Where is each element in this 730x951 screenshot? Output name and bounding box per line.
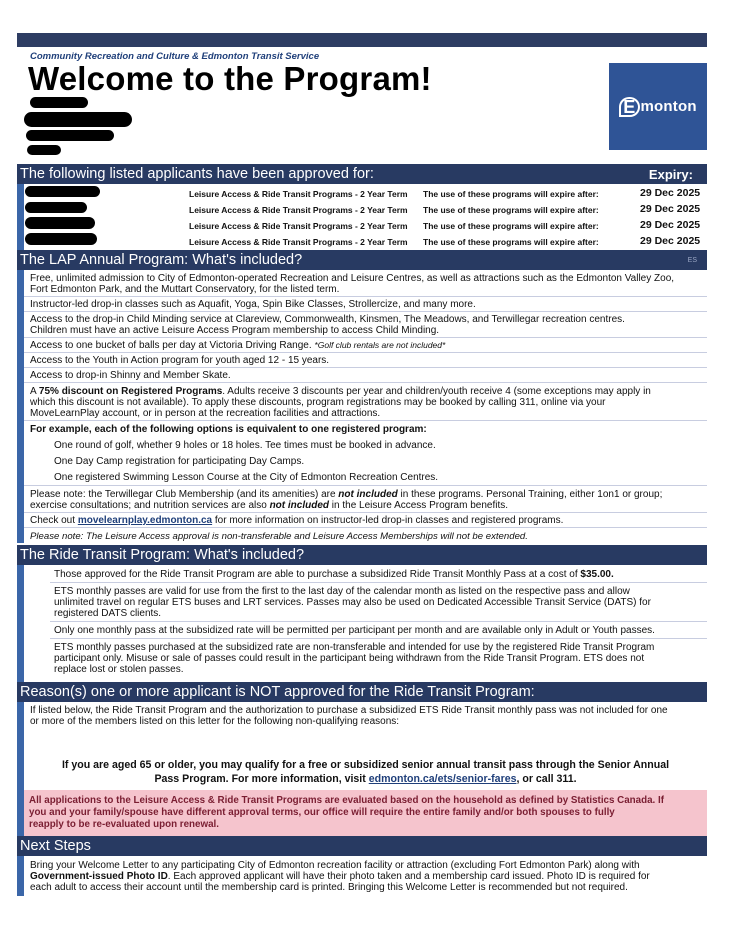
divider — [50, 638, 707, 639]
photo-id-bold: Government-issued Photo ID — [30, 871, 168, 882]
ride-item-validity: ETS monthly passes are valid for use from the first to the last day of the calendar month as listed on the respective pass and allow — [54, 586, 630, 597]
next-steps-heading: Next Steps — [20, 838, 91, 854]
redacted-address-line — [27, 145, 61, 155]
lap-item-youth: Access to the Youth in Action program for youth aged 12 - 15 years. — [30, 355, 330, 366]
lap-sidebar — [17, 270, 24, 543]
next-steps-header — [17, 836, 707, 856]
driving-range-text: Access to one bucket of balls per day at Victoria Driving Range. — [30, 340, 312, 351]
next-step-line-3: each adult to access their account until the membership card is printed. Bringing this Welcome Letter is recommended but not required. — [30, 882, 628, 893]
household-notice — [24, 790, 707, 836]
check-out-post: for more information on instructor-led drop-in classes and registered programs. — [212, 515, 564, 526]
senior-pass-notice — [24, 758, 707, 786]
edmonton-logo — [609, 63, 707, 150]
note-pre: exercise consultations; and nutrition services are also — [30, 500, 270, 511]
ride-cost-amount: $35.00. — [580, 569, 614, 580]
approval-row — [17, 218, 707, 234]
lap-item-shinny: Access to drop-in Shinny and Member Skate. — [30, 370, 231, 381]
divider — [24, 485, 707, 486]
next-step-line-2 — [30, 871, 650, 883]
redacted-applicant-name — [25, 233, 97, 245]
approval-expiry-date: 29 Dec 2025 — [640, 235, 701, 247]
divider — [24, 337, 707, 338]
redacted-applicant-name — [25, 217, 95, 229]
divider — [50, 621, 707, 622]
approval-note: The use of these programs will expire after: — [423, 221, 599, 231]
ride-item-validity-cont: unlimited travel on regular ETS buses and LRT services. Passes may also be used on Dedicated Accessible Transit Service (DATS) for — [54, 597, 651, 608]
household-notice-text — [29, 795, 664, 831]
divider — [24, 311, 707, 312]
divider — [50, 582, 707, 583]
approval-row — [17, 234, 707, 250]
example-swimming: One registered Swimming Lesson Course at the City of Edmonton Recreation Centres. — [54, 472, 439, 483]
redacted-name — [30, 97, 88, 108]
approval-program: Leisure Access & Ride Transit Programs - 2 Year Term — [189, 205, 408, 215]
top-banner-bar — [17, 33, 707, 47]
page-subtitle: Community Recreation and Culture & Edmonton Transit Service — [30, 51, 320, 62]
approval-row — [17, 202, 707, 218]
lap-note-exercise — [30, 500, 508, 512]
redacted-applicant-name — [25, 186, 100, 197]
lap-item-discount-cont: which this discount is not available). To apply these discounts, program registrations may be booked by calling 311, online via your — [30, 397, 606, 408]
household-line-2: you and your family/spouse have different approval terms, our office will require the entire family and/or both spouses to fully — [29, 807, 615, 818]
golf-rental-note: *Golf club rentals are not included* — [314, 340, 446, 350]
lap-item-child-minding: Access to the drop-in Child Minding service at Clareview, Commonwealth, Kinsmen, The Meadows, and Terwillegar recreation centres. — [30, 314, 625, 325]
not-approved-section-header — [17, 682, 707, 702]
lap-section-header — [17, 250, 707, 270]
senior-pre: Pass Program. For more information, visit — [154, 773, 369, 785]
ride-item-transfer-cont2: replace lost or stolen passes. — [54, 664, 184, 675]
divider — [24, 296, 707, 297]
senior-fares-link[interactable]: edmonton.ca/ets/senior-fares — [368, 773, 517, 785]
not-approved-text-cont: or more of the members listed on this letter for the following non-qualifying reasons: — [30, 716, 400, 727]
lap-item-child-minding-cont: Children must have an active Leisure Access Program membership to access Child Minding. — [30, 325, 440, 336]
check-out-pre: Check out — [30, 515, 78, 526]
divider — [24, 527, 707, 528]
next-step-line-1: Bring your Welcome Letter to any participating City of Edmonton recreation facility or attraction (excluding Fort Edmonton Park) along with — [30, 860, 640, 871]
approved-section-header — [17, 164, 707, 184]
note-post: in the Leisure Access Program benefits. — [329, 500, 509, 511]
approval-expiry-date: 29 Dec 2025 — [640, 203, 701, 215]
senior-line-1: If you are aged 65 or older, you may qualify for a free or subsidized senior annual transit pass through the Senior Annual — [61, 759, 670, 771]
expiry-label: Expiry: — [648, 166, 693, 182]
next-steps-sidebar — [17, 856, 24, 896]
note-pre: Please note: the Terwillegar Club Membership (and its amenities) are — [30, 489, 339, 500]
not-approved-text: If listed below, the Ride Transit Program and the authorization to purchase a subsidized ETS Ride Transit monthly pass was not included for one — [30, 705, 668, 716]
redacted-applicant-name — [25, 202, 87, 213]
example-day-camp: One Day Camp registration for participating Day Camps. — [54, 456, 305, 467]
approved-heading: The following listed applicants have been approved for: — [20, 166, 374, 182]
lap-heading: The LAP Annual Program: What's included? — [20, 252, 303, 268]
divider — [24, 420, 707, 421]
ride-item-cost — [54, 569, 614, 581]
approval-note: The use of these programs will expire after: — [423, 237, 599, 247]
discount-bold: 75% discount on Registered Programs — [38, 386, 223, 397]
lap-item-discount-cont2: MoveLearnPlay account, or in person at the recreation facilities and attractions. — [30, 408, 381, 419]
note-post: in these programs. Personal Training, either 1on1 or group; — [397, 489, 663, 500]
movelearnplay-link[interactable]: movelearnplay.edmonton.ca — [77, 515, 213, 526]
discount-post: . Adults receive 3 discounts per year and children/youth receive 4 (some exceptions may apply in — [222, 386, 651, 397]
ride-heading: The Ride Transit Program: What's included? — [20, 547, 305, 563]
next-step-post: . Each approved applicant will have their photo taken and a membership card issued. Photo ID is required for — [167, 871, 650, 882]
edmonton-logo-mark: E — [619, 97, 639, 117]
approval-row — [17, 186, 707, 202]
lap-check-out — [30, 515, 563, 527]
redacted-address-line — [26, 130, 114, 141]
lap-tag: ES — [687, 256, 697, 264]
approval-program: Leisure Access & Ride Transit Programs - 2 Year Term — [189, 237, 408, 247]
approval-expiry-date: 29 Dec 2025 — [640, 187, 701, 199]
ride-section-header — [17, 545, 707, 565]
ride-cost-pre: Those approved for the Ride Transit Program are able to purchase a subsidized Ride Transit Monthly Pass at a cost of — [54, 569, 581, 580]
lap-item-admission: Free, unlimited admission to City of Edmonton-operated Recreation and Leisure Centres, as well as attractions such as the Edmonton Valley Zoo, — [30, 273, 675, 284]
ride-item-validity-cont2: registered DATS clients. — [54, 608, 162, 619]
divider — [24, 367, 707, 368]
redacted-address-line — [24, 112, 132, 127]
note-bold: not included — [338, 489, 398, 500]
lap-item-discount — [30, 386, 651, 398]
senior-post: , or call 311. — [516, 773, 577, 785]
ride-sidebar — [17, 565, 24, 682]
senior-line-2 — [24, 772, 707, 786]
divider — [24, 382, 707, 383]
lap-final-note: Please note: The Leisure Access approval is non-transferable and Leisure Access Memberships will not be extended. — [30, 531, 528, 542]
approval-expiry-date: 29 Dec 2025 — [640, 219, 701, 231]
not-approved-sidebar — [17, 702, 24, 836]
edmonton-logo-text: monton — [640, 98, 697, 115]
ride-item-one-pass: Only one monthly pass at the subsidized rate will be permitted per participant per month and are available only in Adult or Youth passes. — [54, 625, 655, 636]
note-bold: not included — [269, 500, 330, 511]
ride-item-transfer: ETS monthly passes purchased at the subsidized rate are non-transferable and intended for use by the registered Ride Transit Program — [54, 642, 655, 653]
approval-note: The use of these programs will expire after: — [423, 189, 599, 199]
example-heading: For example, each of the following options is equivalent to one registered program: — [30, 424, 427, 435]
lap-item-classes: Instructor-led drop-in classes such as Aquafit, Yoga, Spin Bike Classes, Strollercize, and many more. — [30, 299, 476, 310]
household-line-3: reapply to be re-evaluated upon renewal. — [29, 819, 220, 830]
lap-item-admission-cont: Fort Edmonton Park, and the Muttart Conservatory, for the listed term. — [30, 284, 340, 295]
approval-note: The use of these programs will expire after: — [423, 205, 599, 215]
ride-item-transfer-cont: participant only. Misuse or sale of passes could result in the participant being withdrawn from the Ride Transit Program. ETS does not — [54, 653, 645, 664]
page-title: Welcome to the Program! — [28, 60, 432, 97]
lap-item-driving-range — [30, 340, 445, 352]
approval-program: Leisure Access & Ride Transit Programs - 2 Year Term — [189, 189, 408, 199]
not-approved-heading: Reason(s) one or more applicant is NOT approved for the Ride Transit Program: — [20, 684, 535, 700]
divider — [24, 352, 707, 353]
example-golf: One round of golf, whether 9 holes or 18 holes. Tee times must be booked in advance. — [54, 440, 436, 451]
approval-program: Leisure Access & Ride Transit Programs - 2 Year Term — [189, 221, 408, 231]
household-line-1: All applications to the Leisure Access & Ride Transit Programs are evaluated based on the household as defined by Statistics Canada. If — [29, 795, 664, 806]
discount-pre: A — [30, 386, 39, 397]
divider — [24, 512, 707, 513]
lap-note-terwillegar — [30, 489, 662, 501]
